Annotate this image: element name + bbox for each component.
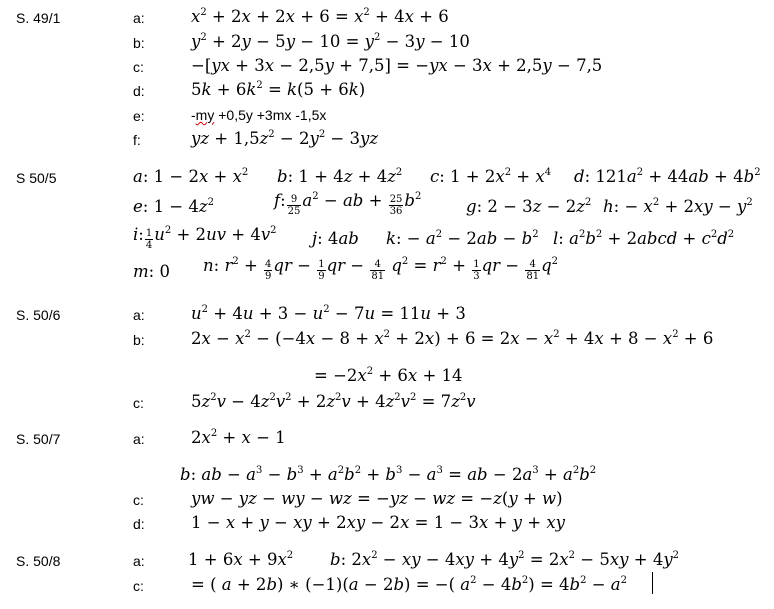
- equation-line: b: ab − $a^3 - b^3 + a^2b^2 + b^3 - a^3$ = ab − $2a^3 + a^2b^2$: [180, 465, 597, 484]
- section-ref: S. 50/8: [16, 553, 61, 569]
- equation-line: b: $2x^2$ − xy − $4xy + 4y^2 = 2x^2 - 5xy + 4y^2$: [330, 550, 680, 569]
- equation-line: = $-2x^2 + 6x + 14$: [314, 366, 463, 385]
- equation-line: c: $1 + 2x^2 + x^4$: [430, 167, 552, 186]
- section-ref: S. 50/7: [16, 431, 61, 447]
- equation-line: a: $1 - 2x + x^2$: [133, 167, 249, 186]
- item-label: d:: [133, 516, 145, 532]
- plain-text-rest: +0,5y +3mx -1,5x: [214, 107, 327, 123]
- equation-line: yz + $1,5z^2 - 2y^2 - 3yz$: [191, 129, 379, 148]
- equation-line: $x^2 + 2x + 2x + 6 = x^2 + 4x + 6$: [191, 7, 449, 26]
- item-label: b:: [133, 35, 145, 51]
- equation-line: k: − $a^2 - 2ab - b^2$: [386, 229, 539, 248]
- equation-line: b: $1 + 4z + 4z^2$: [277, 167, 403, 186]
- item-label: c:: [133, 578, 144, 594]
- equation-line: h: − $x^2 + 2xy - y^2$: [603, 197, 753, 216]
- text-cursor: [652, 572, 653, 594]
- item-label: a:: [133, 10, 145, 26]
- equation-line: $y^2 + 2y - 5y - 10 = y^2 - 3y - 10$: [191, 32, 470, 51]
- item-label: b:: [133, 332, 145, 348]
- section-ref: S 50/5: [16, 170, 57, 186]
- minus-sign: -: [191, 107, 196, 123]
- item-label: c:: [133, 395, 144, 411]
- equation-line: = ( a + 2b) ∗ (−1)(a − 2b) = −( $a^2 - 4b^2) = 4b^2 - a^2$: [191, 575, 627, 594]
- item-label: a:: [133, 431, 145, 447]
- equation-line: l: $a^2b^2$ + 2abcd + $c^2d^2$: [553, 229, 735, 248]
- item-label: c:: [133, 59, 144, 75]
- equation-line: $2x - x^2 - (-4x - 8 + x^2 + 2x) + 6 = 2x - x^2 + 4x + 8 - x^2 + 6$: [191, 329, 714, 348]
- equation-line: −[yx + 3x − 2,5y + 7,5] = −yx − 3x + 2,5y − 7,5: [191, 56, 603, 75]
- equation-line: f: $\frac{9}{25}$ $a^2$ − ab + $\frac{25}{36}$ $b^2$: [274, 191, 422, 217]
- equation-line: $5z^2v - 4z^2v^2 + 2z^2v + 4z^2v^2 = 7z^2v$: [191, 392, 476, 411]
- equation-line: j: 4ab: [312, 229, 359, 248]
- equation-line: m: 0: [133, 262, 170, 281]
- equation-line: $u^2 + 4u + 3 - u^2 - 7u = 11u + 3$: [191, 304, 466, 323]
- equation-line: $2x^2 + x - 1$: [191, 428, 286, 447]
- equation-line: i: $\frac{1}{4}$ $u^2 + 2uv + 4v^2$: [133, 225, 277, 251]
- item-label: a:: [133, 307, 145, 323]
- equation-line: e: $1 - 4z^2$: [133, 197, 214, 216]
- spellcheck-word: my: [195, 107, 215, 123]
- plain-text-answer: [191, 107, 326, 123]
- item-label: e:: [133, 108, 145, 124]
- equation-line: yw − yz − wy − wz = −yz − wz = −z(y + w): [191, 489, 563, 508]
- item-label: c:: [133, 492, 144, 508]
- item-label: f:: [133, 132, 141, 148]
- section-ref: S. 50/6: [16, 307, 61, 323]
- equation-line: g: $2 - 3z - 2z^2$: [466, 197, 592, 216]
- item-label: a:: [133, 553, 145, 569]
- equation-line: $1 + 6x + 9x^2$: [188, 550, 294, 569]
- equation-line: 1 − x + y − xy + 2xy − 2x = 1 − 3x + y + xy: [191, 513, 565, 532]
- equation-line: n: $r^2$ + $\frac{4}{9}$ qr − $\frac{1}{9}$ qr − $\frac{4}{81}$ $q^2 = r^2$ + $\frac{1}{3}$ qr − $\frac{4}{81}$ $q^2$: [203, 256, 559, 282]
- item-label: d:: [133, 83, 145, 99]
- equation-line: $5k + 6k^2 = k(5 + 6k)$: [191, 80, 366, 99]
- section-ref: S. 49/1: [16, 10, 61, 26]
- equation-line: d: $121a^2 + 44ab + 4b^2$: [574, 167, 761, 186]
